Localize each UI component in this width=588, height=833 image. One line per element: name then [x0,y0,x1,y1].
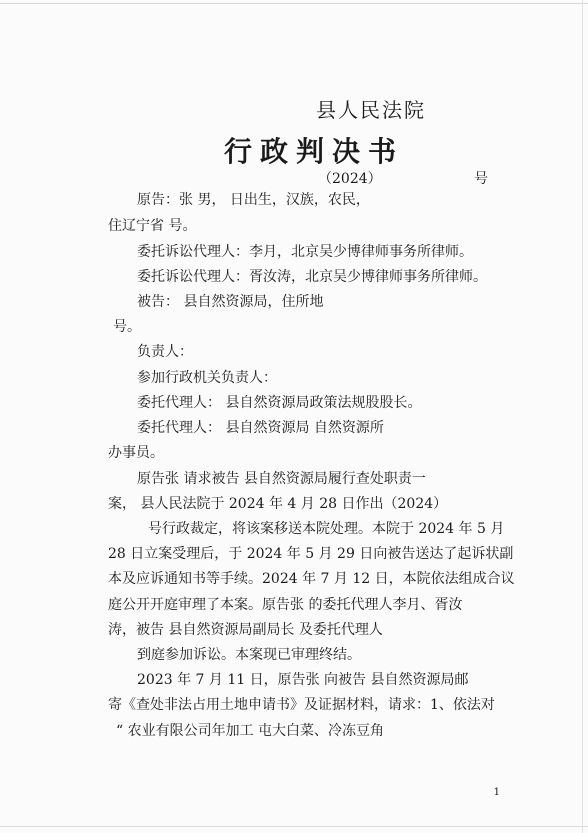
text-line: 号。 [113,319,141,335]
text-line: 原告张 请求被告 县自然资源局履行查处职责一 [137,471,426,487]
court-name: 县人民法院 [316,98,426,122]
text-line: 委托诉讼代理人：胥汝涛，北京吴少博律师事务所律师。 [137,269,487,285]
text-line: 28 日立案受理后，于 2024 年 5 月 29 日向被告送达了起诉状副 [108,546,514,562]
text-line: 办事员。 [108,445,164,461]
text-line: 寄《查处非法占用土地申请书》及证据材料，请求：1、依法对 [108,697,495,713]
text-line: 参加行政机关负责人： [137,370,277,386]
case-number-suffix: 号 [474,171,488,187]
page-number: 1 [493,787,500,798]
scan-edge-top [0,3,588,4]
text-line: 负责人： [137,344,193,360]
text-line: 委托诉讼代理人：李月，北京吴少博律师事务所律师。 [137,244,473,260]
text-line: 到庭参加诉讼。本案现已审理终结。 [137,647,361,663]
text-line: 住辽宁省 号。 [108,218,197,234]
text-line: 委托代理人： 县自然资源局 自然资源所 [137,420,384,436]
case-number [318,168,488,188]
text-line: 案， 县人民法院于 2024 年 4 月 28 日作出（2024） [108,496,448,512]
text-line: 号行政裁定，将该案移送本院处理。本院于 2024 年 5 月 [148,521,505,537]
scan-edge-bottom [0,826,588,827]
text-line: 本及应诉通知书等手续。2024 年 7 月 12 日，本院依法组成合议 [108,571,515,587]
text-line: 被告： 县自然资源局，住所地 [137,294,324,310]
text-line: “ 农业有限公司年加工 屯大白菜、冷冻豆角 [116,723,385,739]
text-line: 2023 年 7 月 11 日，原告张 向被告 县自然资源局邮 [137,672,469,688]
scan-edge-right [582,0,583,833]
case-year: （2024） [318,171,382,187]
text-line: 涛，被告 县自然资源局副局长 及委托代理人 [108,622,383,638]
text-line: 原告：张 男， 日出生，汉族，农民， [137,192,370,208]
document-title: 行政判决书 [224,135,405,168]
text-line: 委托代理人： 县自然资源局政策法规股股长。 [137,395,422,411]
text-line: 庭公开开庭审理了本案。原告张 的委托代理人李月、胥汝 [108,597,463,613]
